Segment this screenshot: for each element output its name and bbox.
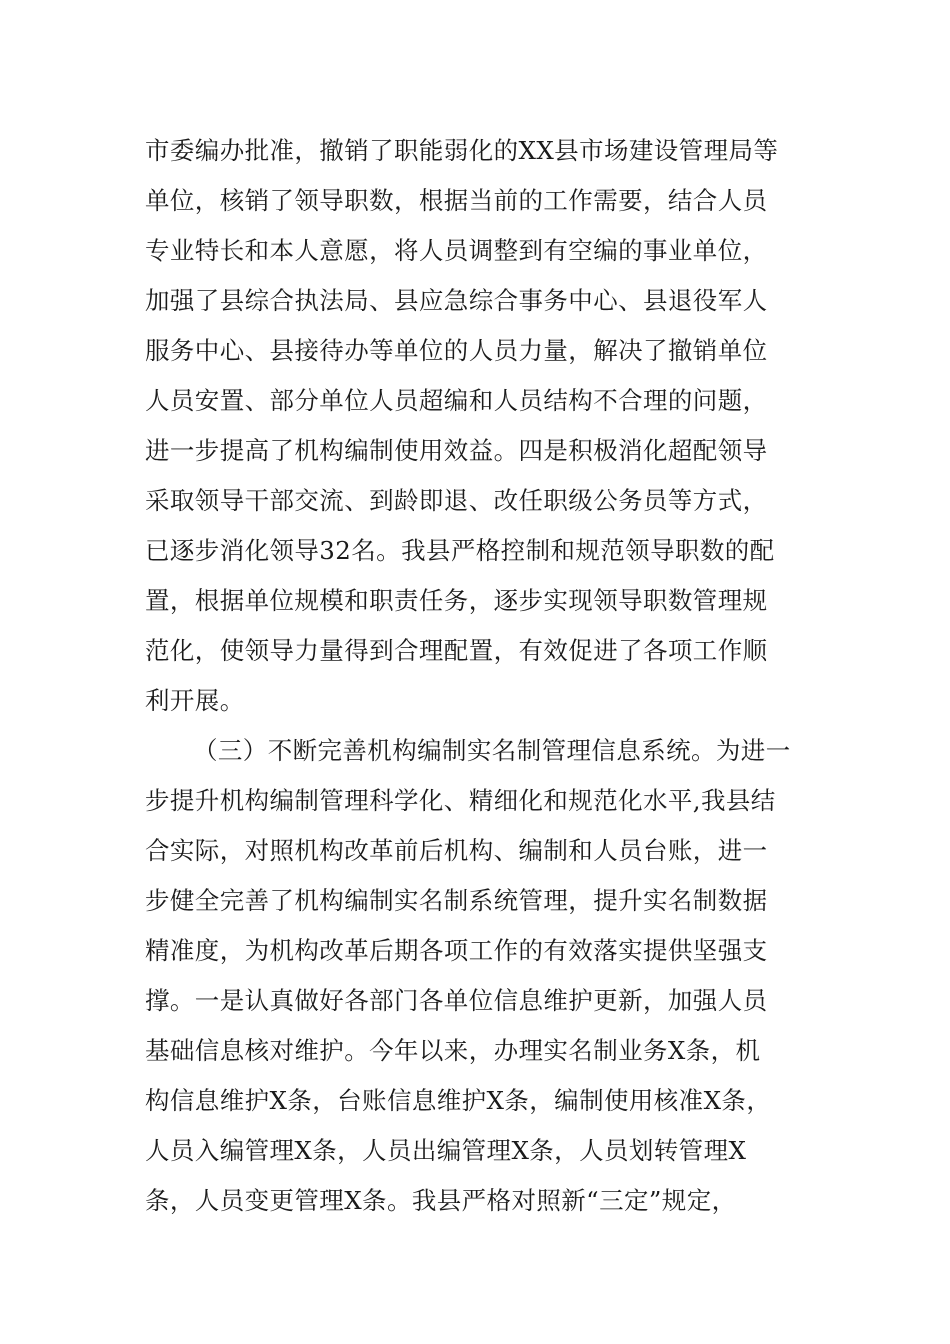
- text-line: 人员安置、部分单位人员超编和人员结构不合理的问题，: [145, 386, 768, 415]
- text-line: 服务中心、县接待办等单位的人员力量，解决了撤销单位: [145, 336, 768, 365]
- text-line: 人员入编管理X条，人员出编管理X条，人员划转管理X: [145, 1136, 747, 1165]
- text-line: 采取领导干部交流、到龄即退、改任职级公务员等方式，: [145, 486, 768, 515]
- section-heading-line: （三）不断完善机构编制实名制管理信息系统。为进一: [193, 736, 791, 765]
- text-line: 精准度，为机构改革后期各项工作的有效落实提供坚强支: [145, 936, 768, 965]
- text-line: 合实际，对照机构改革前后机构、编制和人员台账，进一: [145, 836, 768, 865]
- text-line: 置，根据单位规模和职责任务，逐步实现领导职数管理规: [145, 586, 768, 615]
- text-line: 范化，使领导力量得到合理配置，有效促进了各项工作顺: [145, 636, 768, 665]
- text-line: 已逐步消化领导32名。我县严格控制和规范领导职数的配: [145, 536, 775, 565]
- text-line: 撑。一是认真做好各部门各单位信息维护更新，加强人员: [145, 986, 768, 1015]
- text-line: 市委编办批准，撤销了职能弱化的XX县市场建设管理局等: [145, 136, 779, 165]
- text-line: 单位，核销了领导职数，根据当前的工作需要，结合人员: [145, 186, 768, 215]
- text-line: 进一步提高了机构编制使用效益。四是积极消化超配领导: [145, 436, 768, 465]
- text-line: 步健全完善了机构编制实名制系统管理，提升实名制数据: [145, 886, 768, 915]
- text-line: 构信息维护X条，台账信息维护X条，编制使用核准X条，: [145, 1086, 772, 1115]
- text-line: 利开展。: [145, 686, 245, 715]
- text-line: 加强了县综合执法局、县应急综合事务中心、县退役军人: [145, 286, 768, 315]
- text-line: 专业特长和本人意愿，将人员调整到有空编的事业单位，: [145, 236, 768, 265]
- text-line: 基础信息核对维护。今年以来，办理实名制业务X条，机: [145, 1036, 761, 1065]
- text-line: 步提升机构编制管理科学化、精细化和规范化水平,我县结: [145, 786, 776, 815]
- text-line: 条，人员变更管理X条。我县严格对照新“三定”规定，: [145, 1186, 737, 1215]
